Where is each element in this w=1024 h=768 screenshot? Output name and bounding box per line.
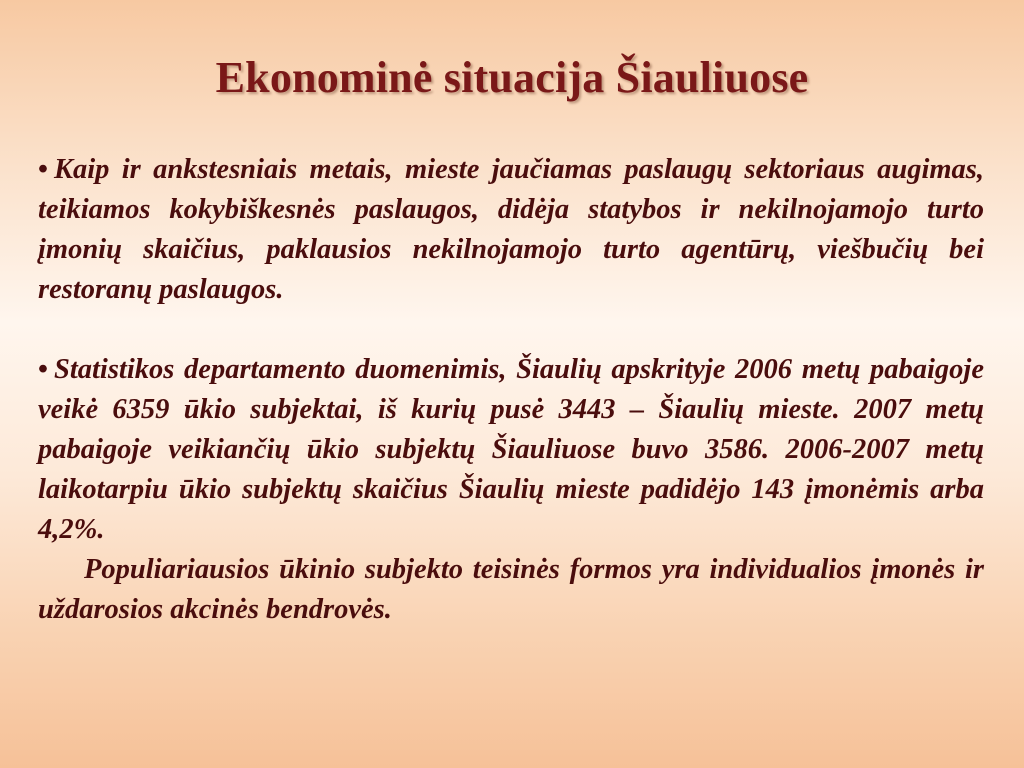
paragraph-text-1: Kaip ir ankstesniais metais, mieste jaučiamas paslaugų sektoriaus augimas, teikiamos kokybiškesnės paslaugos, didėja statybos ir nekilnojamojo turto įmonių skaičius, paklausios nekilnojamojo turto agentūrų, viešbučių bei restoranų paslaugos. [38, 154, 984, 305]
bullet-icon: • [38, 154, 48, 185]
slide-body [38, 150, 984, 630]
bullet-paragraph-2 [38, 350, 984, 550]
paragraph-spacer [38, 310, 984, 350]
paragraph-3 [38, 550, 984, 630]
slide-title: Ekonominė situacija Šiauliuose [215, 53, 809, 102]
paragraph-text-2: Statistikos departamento duomenimis, Šiaulių apskrityje 2006 metų pabaigoje veikė 6359 ūkio subjektai, iš kurių pusė 3443 – Šiaulių mieste. 2007 metų pabaigoje veikiančių ūkio subjektų Šiauliuose buvo 3586. 2006-2007 metų laikotarpiu ūkio subjektų skaičius Šiaulių mieste padidėjo 143 įmonėmis arba 4,2%. [38, 354, 984, 545]
bullet-paragraph-1 [38, 150, 984, 310]
paragraph-text-3: Populiariausios ūkinio subjekto teisinės formos yra individualios įmonės ir uždarosios akcinės bendrovės. [38, 554, 984, 625]
bullet-icon: • [38, 354, 48, 385]
